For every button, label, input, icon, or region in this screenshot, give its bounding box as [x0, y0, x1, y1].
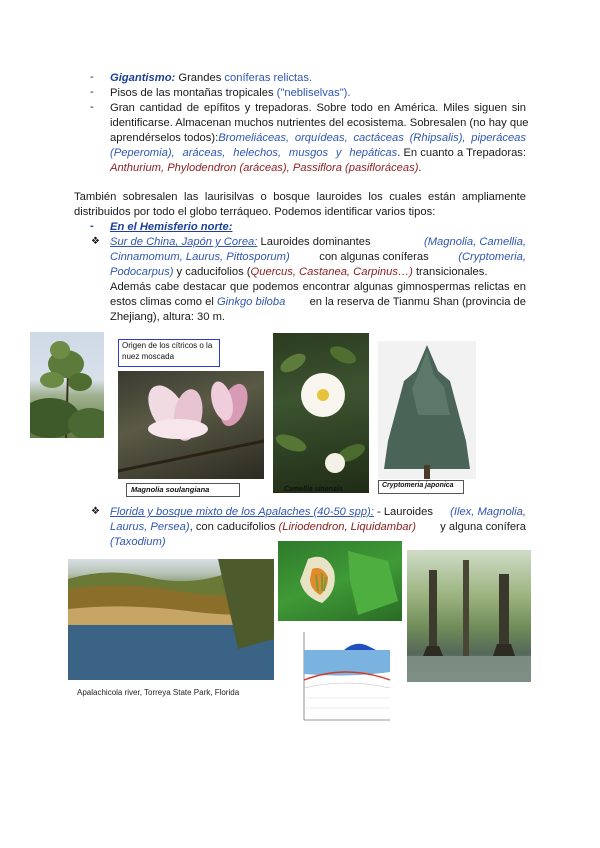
species-list: Podocarpus): [110, 266, 174, 278]
magnolia-illustration: [118, 371, 264, 479]
text: distribuidos por todo el globo terráqueo. Podemos identificar varios tipos:: [74, 206, 436, 218]
text: - Lauroides: [373, 506, 437, 518]
photo-river: [68, 559, 274, 680]
text: Lauroides dominantes: [257, 236, 374, 248]
species-list: (Magnolia, Camellia,: [424, 236, 526, 248]
climate-diagram: [286, 628, 396, 730]
china-l2: [110, 250, 526, 264]
bullet-epifitos-l5: [110, 161, 422, 175]
region-link[interactable]: Sur de China, Japón y Corea:: [110, 236, 258, 248]
cryptomeria-illustration: [378, 341, 476, 479]
text: .: [418, 162, 422, 174]
link-text: ("nebliselvas").: [276, 87, 351, 99]
china-l3: [110, 265, 487, 279]
bullet-epifitos-l1: [110, 101, 526, 115]
river-illustration: [68, 559, 274, 680]
species-list: (Taxodium): [110, 536, 166, 548]
diamond-bullet-icon: ❖: [91, 506, 100, 517]
bullet-epifitos-l2: [110, 116, 529, 130]
photo-liriodendron: [278, 541, 402, 621]
photo-cypress-swamp: [407, 550, 531, 682]
bullet-gigantismo: [110, 71, 312, 85]
bullet-epifitos-l3: [110, 131, 526, 145]
swamp-illustration: [407, 550, 531, 682]
florida-l2: [110, 520, 526, 534]
text: en la reserva de Tianmu Shan (provincia de: [306, 296, 526, 308]
bullet-pisos: [110, 86, 351, 100]
term-gigantismo: Gigantismo:: [110, 72, 176, 84]
text: , con caducifolios: [189, 521, 279, 533]
text: Grandes: [175, 72, 225, 84]
species-list: (Peperomia), aráceas, helechos, musgos y hepáticas: [110, 147, 398, 159]
species-list: Bromeliáceas, orquídeas, cactáceas (Rhipsalis), piperáceas: [218, 132, 526, 144]
text: También sobresalen las laurisilvas o bosque lauroides los cuales están ampliamente: [74, 191, 526, 203]
liriodendron-illustration: [278, 541, 402, 621]
origin-label-box: [118, 339, 220, 367]
text: Además cabe destacar que podemos encontrar algunas gimnospermas relictas en: [110, 281, 526, 293]
text: y caducifolios (: [173, 266, 251, 278]
china-l4: [110, 280, 526, 294]
photo-cryptomeria: [378, 341, 476, 479]
species-list: (Ilex, Magnolia,: [450, 506, 526, 518]
china-l1: [110, 235, 526, 249]
species-list: Laurus, Persea): [110, 521, 190, 533]
bullet-dash: -: [90, 220, 94, 232]
text: estos climas como el: [110, 296, 217, 308]
text: Zhejiang), altura: 30 m.: [110, 311, 226, 323]
caption-river: [77, 686, 239, 700]
bullet-epifitos-l4: [110, 146, 526, 160]
diamond-bullet-icon: ❖: [91, 236, 100, 247]
region-link[interactable]: Florida y bosque mixto de los Apalaches (40-50 spp):: [110, 506, 374, 518]
species-list: Cinnamomum, Laurus, Pittosporum): [110, 251, 290, 263]
climbers-list: Anthurium, Phylodendron (aráceas), Passiflora (pasifloráceas): [110, 162, 419, 174]
caption-magnolia: Magnolia soulangiana: [131, 485, 210, 494]
deciduous-list: (Liriodendron, Liquidambar): [278, 521, 416, 533]
heading-text: En el Hemisferio norte:: [110, 221, 233, 233]
tree-illustration: [30, 332, 104, 438]
caption-river-text: Apalachicola river, Torreya State Park, Florida: [77, 688, 240, 697]
paragraph-l2: [74, 205, 435, 219]
text: y alguna conífera: [437, 521, 526, 533]
origin-label-text: Origen de los cítricos o la nuez moscada: [122, 341, 213, 361]
photo-tree-hill: [30, 332, 104, 438]
bullet-dash: -: [90, 101, 94, 113]
text: transicionales.: [412, 266, 488, 278]
deciduous-list: Quercus, Castanea, Carpinus…): [250, 266, 413, 278]
text: aprendérselos todos):: [110, 132, 219, 144]
ginkgo-name: Ginkgo biloba: [216, 296, 286, 308]
china-l5: [110, 295, 526, 309]
bullet-dash: -: [90, 86, 94, 98]
species-list: (Cryptomeria,: [458, 251, 526, 263]
text: Pisos de las montañas tropicales: [110, 87, 277, 99]
text: identificarse. Almacenan muchos nutrientes del ecosistema. Sobresalen (no hay que: [110, 117, 529, 129]
paragraph-l1: [74, 190, 526, 204]
china-l6: [110, 310, 225, 324]
bullet-dash: -: [90, 71, 94, 83]
link-text: coníferas relictas.: [224, 72, 313, 84]
photo-magnolia: [118, 371, 264, 479]
florida-l1: [110, 505, 526, 519]
heading-hemisferio: [110, 220, 232, 234]
camellia-illustration: [273, 333, 369, 493]
florida-l3: [110, 535, 166, 549]
text: . En cuanto a Trepadoras:: [397, 147, 526, 159]
caption-camellia: Camellia sinensis: [284, 486, 343, 493]
photo-camellia: [273, 333, 369, 493]
text: con algunas coníferas: [319, 251, 429, 263]
text: Gran cantidad de epífitos y trepadoras. Sobre todo en América. Miles siguen sin: [110, 102, 526, 114]
climate-diagram-svg: [286, 628, 396, 730]
caption-cryptomeria: Cryptomeria japonica: [382, 482, 454, 489]
